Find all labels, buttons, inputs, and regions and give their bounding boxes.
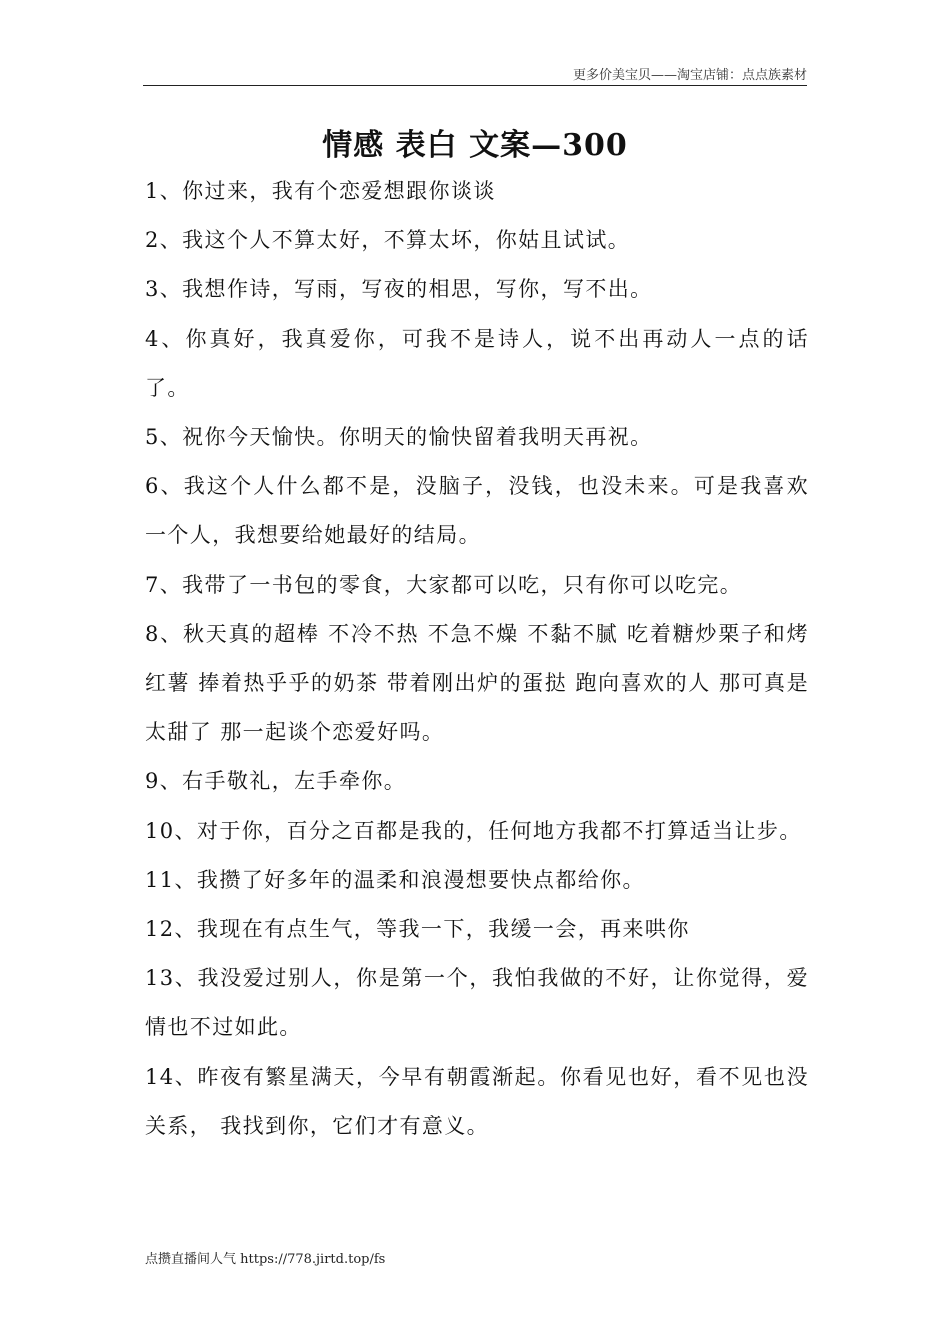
list-item: 14、昨夜有繁星满天，今早有朝霞渐起。你看见也好，看不见也没关系， 我找到你，它们才有意义。 xyxy=(145,1064,809,1138)
header-divider xyxy=(143,85,807,86)
list-item: 9、右手敬礼，左手牵你。 xyxy=(145,769,407,794)
list-item: 7、我带了一书包的零食，大家都可以吃，只有你可以吃完。 xyxy=(145,572,743,597)
list-item: 10、对于你，百分之百都是我的，任何地方我都不打算适当让步。 xyxy=(145,818,802,843)
list-item: 12、我现在有点生气，等我一下，我缓一会，再来哄你 xyxy=(145,917,690,942)
list-item: 4、你真好，我真爱你，可我不是诗人，说不出再动人一点的话了。 xyxy=(145,326,809,400)
list-item: 6、我这个人什么都不是，没脑子，没钱，也没未来。可是我喜欢一个人，我想要给她最好的结局。 xyxy=(145,474,809,548)
footer-note: 点攒直播间人气 https://778.jirtd.top/fs xyxy=(145,1252,386,1267)
list-item: 13、我没爱过别人，你是第一个，我怕我做的不好，让你觉得，爱情也不过如此。 xyxy=(145,966,809,1040)
list-item: 8、秋天真的超棒 不冷不热 不急不燥 不黏不腻 吃着糖炒栗子和烤红薯 捧着热乎乎的奶茶 带着刚出炉的蛋挞 跑向喜欢的人 那可真是太甜了 那一起谈个恋爱好吗。 xyxy=(145,621,809,745)
document-body xyxy=(145,167,809,1151)
list-item: 11、我攒了好多年的温柔和浪漫想要快点都给你。 xyxy=(145,867,645,892)
list-item: 2、我这个人不算太好，不算太坏，你姑且试试。 xyxy=(145,228,631,253)
list-item: 1、你过来，我有个恋爱想跟你谈谈 xyxy=(145,179,496,203)
header-note: 更多价美宝贝——淘宝店铺：点点族素材 xyxy=(572,68,807,83)
list-item: 3、我想作诗，写雨，写夜的相思，写你，写不出。 xyxy=(145,277,653,302)
list-item: 5、祝你今天愉快。你明天的愉快留着我明天再祝。 xyxy=(145,425,653,450)
document-title: 情感 表白 文案—300 xyxy=(322,128,628,163)
